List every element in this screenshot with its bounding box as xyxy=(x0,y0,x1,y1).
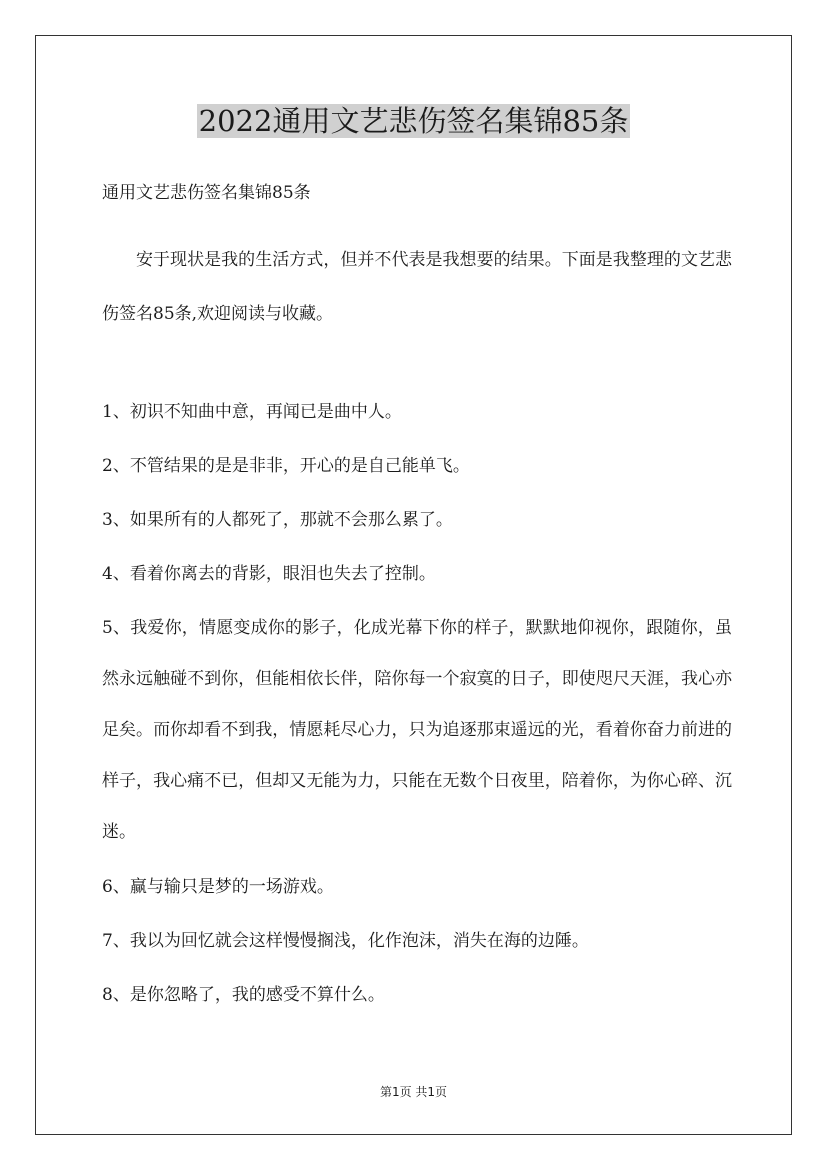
list-item: 8、是你忽略了，我的感受不算什么。 xyxy=(102,985,385,1005)
list-item: 3、如果所有的人都死了，那就不会那么累了。 xyxy=(102,510,453,530)
document-title xyxy=(0,101,827,141)
list-item: 6、赢与输只是梦的一场游戏。 xyxy=(102,877,334,897)
list-item: 4、看着你离去的背影，眼泪也失去了控制。 xyxy=(102,564,436,584)
signature-list xyxy=(102,393,732,1030)
intro-paragraph: 安于现状是我的生活方式，但并不代表是我想要的结果。下面是我整理的文艺悲伤签名85条,欢迎阅读与收藏。 xyxy=(102,250,732,324)
list-item: 5、我爱你，情愿变成你的影子，化成光幕下你的样子，默默地仰视你，跟随你，虽然永远触碰不到你，但能相依长伴，陪你每一个寂寞的日子，即使咫尺天涯，我心亦足矣。而你却看不到我，情愿耗尽心力，只为追逐那束遥远的光，看着你奋力前进的样子，我心痛不已，但却又无能为力，只能在无数个日夜里，陪着你，为你心碎、沉迷。 xyxy=(102,618,732,842)
page-footer: 第1页 共1页 xyxy=(379,1085,448,1099)
document-title-text: 2022通用文艺悲伤签名集锦85条 xyxy=(198,104,629,138)
list-item: 7、我以为回忆就会这样慢慢搁浅，化作泡沫，消失在海的边陲。 xyxy=(102,931,589,951)
list-item: 2、不管结果的是是非非，开心的是自己能单飞。 xyxy=(102,456,470,476)
document-subtitle: 通用文艺悲伤签名集锦85条 xyxy=(102,183,311,203)
list-item: 1、初识不知曲中意，再闻已是曲中人。 xyxy=(102,402,402,422)
